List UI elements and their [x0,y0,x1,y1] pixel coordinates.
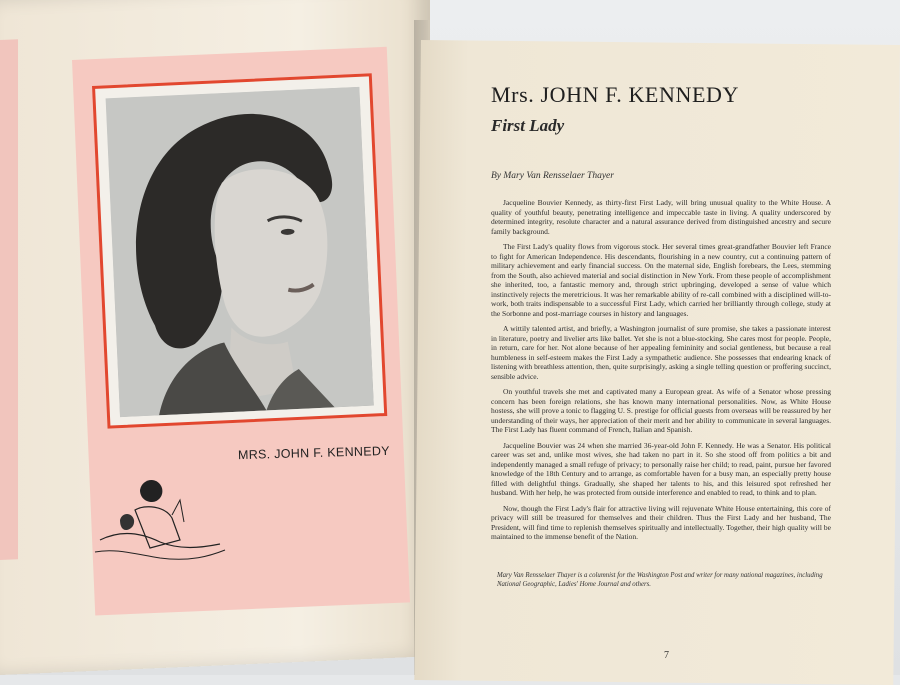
portrait-photo [106,87,374,417]
article-subtitle: First Lady [491,116,565,135]
article-body [491,198,831,548]
paragraph-6: Now, though the First Lady's flair for attractive living will rejuvenate White House entertaining, this core of privacy will still be treasured for themselves and their children. Thus the First Lady and her husband, The President, will find time to replenish themselves spiritually and intellectually. Together, their high quality will be maintained to the immense benefit of the Nation. [491,503,831,541]
paragraph-4: On youthful travels she met and captivated many a European great. As wife of a Senator whose pressing concern has been foreign relations, she has known many international personalities. Now, as White House hostess, she will prove a tonic to flagging U. S. prestige for official guests from overseas will be reassured by her understanding of their ways, her appreciation of their merit and her ability to communicate in several languages. The First Lady has fluent command of French, Italian and Spanish. [491,387,831,434]
paragraph-5: Jacqueline Bouvier was 24 when she married 36-year-old John F. Kennedy. He was a Senator. His political career was set and, unlike most wives, she had taken no part in it. So she stood off from politics a bit and independently managed a small refuge of privacy; to personally raise her child; to read, paint, pursue her favored knowledge of the 18th Century and to arrange, as comfortable haven for a busy man, an especially pretty house filled with delightful things. Gradually, she shaped her talents to his, and this leisured spot refreshed her husband. With her help, he was protected from outside interference and enabled to read, to think and to plan. [491,440,831,497]
paragraph-1: Jacqueline Bouvier Kennedy, as thirty-first First Lady, will bring unusual quality to the White House. A quality of youthful beauty, penetrating intelligence and impeccable taste in living. A quality underscored by determined integrity, resolute character and a natural assurance derived from distinguished ancestry and secure family background. [491,198,831,236]
paragraph-3: A wittily talented artist, and briefly, a Washington journalist of sure promise, she takes a passionate interest in literature, poetry and livelier arts like ballet. Yet she is not a blue-stocking. She cares most for people. People, in return, care for her. Not alone because of her appealing femininity and social gentleness, but because a real humbleness in self-esteem makes the First Lady a sympathetic audience. She possesses that endearing knack of listening with breathless attention, then, quite surprisingly, asking a single telling question or proffering succinct, sensible advice. [491,324,831,381]
article-title: Mrs. JOHN F. KENNEDY [491,82,739,107]
paragraph-2: The First Lady's quality flows from vigorous stock. Her several times great-grandfather Bouvier left France to fight for American Independence. His descendants, flourishing in a new country, cut a continuing pattern of military achievement and early financial success. On the maternal side, English forebears, the Lees, stemming from the South, also achieved material and social distinction in New York. From these people of accomplishment she inherited, too, a fantastic memory and, through strict upbringing, developed a sense of value which instinctively rejects the meretricious. It was her remarkable ability of re-call combined with a disciplined will-to-work, both traits indispensable to a successful First Lady, which carried her brilliantly through college, study at the Sorbonne and post-marriage courses in history and languages. [491,242,831,318]
page-number: 7 [664,650,669,661]
portrait-illustration [106,87,374,417]
article-byline: By Mary Van Rensselaer Thayer [491,171,614,181]
portrait-caption: MRS. JOHN F. KENNEDY [237,443,391,463]
author-note: Mary Van Rensselaer Thayer is a columnist for the Washington Post and writer for many national magazines, including National Geographic, Ladies' Home Journal and others. [497,572,823,588]
mother-child-sketch [80,470,230,570]
previous-page-edge [0,39,18,560]
portrait-frame [92,73,387,428]
